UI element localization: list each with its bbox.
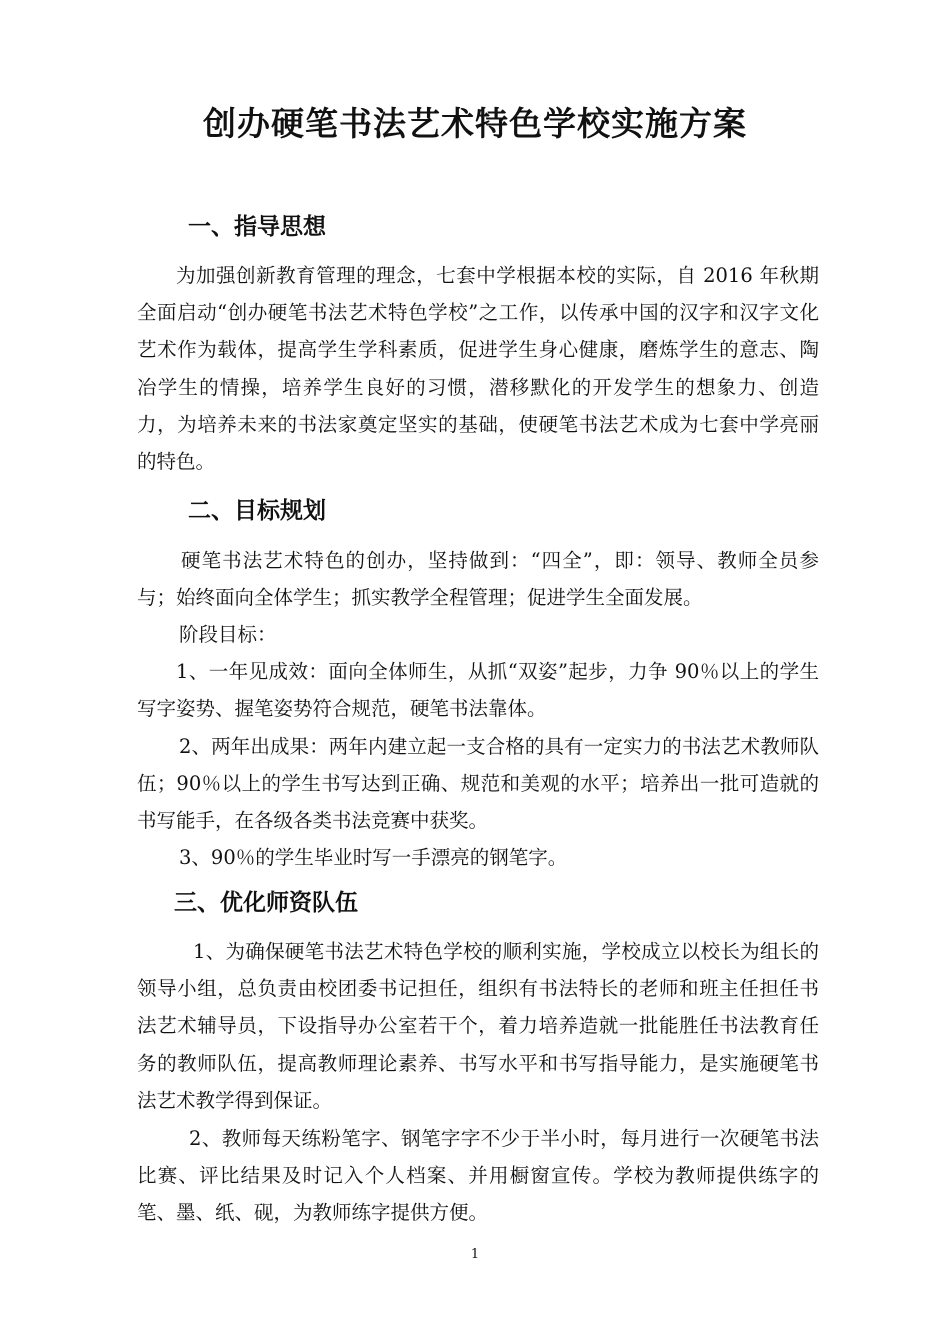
section-heading-guiding-ideology: 一、指导思想 — [188, 214, 326, 240]
section-2-goal-3: 3、90％的学生毕业时写一手漂亮的钢笔字。 — [179, 846, 568, 869]
section-3-paragraph-1: 1、为确保硬笔书法艺术特色学校的顺利实施，学校成立以校长为组长的领导小组，总负责由校团委书记担任，组织有书法特长的老师和班主任担任书法艺术辅导员，下设指导办公室若干个，着力培养造就一批能胜任书法教育任务的教师队伍，提高教师理论素养、书写水平和书写指导能力，是实施硬笔书法艺术教学得到保证。 — [137, 940, 819, 1112]
section-3-paragraph-2: 2、教师每天练粉笔字、钢笔字字不少于半小时，每月进行一次硬笔书法比赛、评比结果及时记入个人档案、并用橱窗宣传。学校为教师提供练字的笔、墨、纸、砚，为教师练字提供方便。 — [137, 1127, 819, 1225]
section-2-stage-goals-label: 阶段目标： — [179, 623, 277, 646]
document-title: 创办硬笔书法艺术特色学校实施方案 — [203, 104, 747, 143]
section-1-paragraph: 为加强创新教育管理的理念，七套中学根据本校的实际，自 2016 年秋期全面启动“创办硬笔书法艺术特色学校”之工作，以传承中国的汉字和汉字文化艺术作为载体，提高学生学科素质，促进学生身心健康，磨炼学生的意志、陶冶学生的情操，培养学生良好的习惯，潜移默化的开发学生的想象力、创造力，为培养未来的书法家奠定坚实的基础，使硬笔书法艺术成为七套中学亮丽的特色。 — [137, 264, 819, 474]
section-2-paragraph-intro: 硬笔书法艺术特色的创办，坚持做到：“四全”，即：领导、教师全员参与；始终面向全体学生；抓实教学全程管理；促进学生全面发展。 — [137, 549, 819, 610]
page-number: 1 — [470, 1247, 480, 1262]
section-2-goal-1: 1、一年见成效：面向全体师生，从抓“双姿”起步，力争 90％以上的学生写字姿势、握笔姿势符合规范，硬笔书法靠体。 — [137, 660, 819, 721]
section-2-goal-2: 2、两年出成果：两年内建立起一支合格的具有一定实力的书法艺术教师队伍；90％以上的学生书写达到正确、规范和美观的水平；培养出一批可造就的书写能手，在各级各类书法竞赛中获奖。 — [137, 735, 819, 833]
section-heading-teacher-team: 三、优化师资队伍 — [174, 890, 358, 916]
section-heading-goal-planning: 二、目标规划 — [188, 498, 326, 524]
